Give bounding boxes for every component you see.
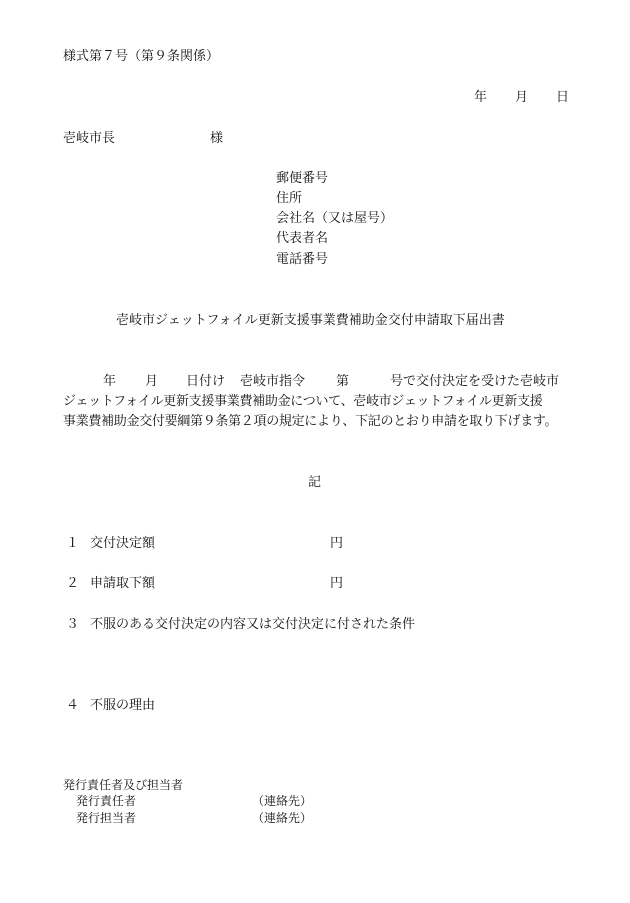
date-day: 日: [556, 90, 570, 105]
company-name-label: 会社名（又は屋号）: [276, 211, 394, 226]
phone-label: 電話番号: [276, 252, 329, 267]
item-number: ３: [66, 617, 80, 632]
item-unit: 円: [330, 536, 344, 551]
address-label: 住所: [276, 191, 303, 206]
item-label: 申請取下額: [90, 576, 156, 591]
body-day: 日付け: [186, 374, 226, 389]
body-month: 月: [145, 374, 159, 389]
date-year: 年: [474, 90, 488, 105]
body-dai: 第: [336, 374, 350, 389]
footer-heading: 発行責任者及び担当者: [63, 778, 184, 792]
footer-row-label: 発行担当者: [76, 811, 137, 825]
document-title: 壱岐市ジェットフォイル更新支援事業費補助金交付申請取下届出書: [116, 313, 505, 328]
item-label: 不服のある交付決定の内容又は交付決定に付された条件: [90, 617, 416, 632]
item-label: 交付決定額: [90, 536, 156, 551]
body-line2: ジェットフォイル更新支援事業費補助金について、壱岐市ジェットフォイル更新支援: [63, 394, 543, 409]
item-number: ４: [66, 698, 80, 713]
representative-label: 代表者名: [276, 231, 329, 246]
body-line3: 事業費補助金交付要綱第９条第２項の規定により、下記のとおり申請を取り下げます。: [63, 414, 558, 429]
item-label: 不服の理由: [90, 698, 156, 713]
ki-heading: 記: [308, 475, 322, 490]
form-label: 様式第７号（第９条関係）: [63, 49, 220, 64]
footer-row-label: 発行責任者: [76, 794, 137, 808]
date-month: 月: [515, 90, 529, 105]
body-line1-rest: 号で交付決定を受けた壱岐市: [390, 374, 560, 389]
postal-code-label: 郵便番号: [276, 171, 329, 186]
item-number: １: [66, 536, 80, 551]
footer-row-contact: （連絡先）: [252, 794, 313, 808]
item-unit: 円: [330, 576, 344, 591]
body-year: 年: [103, 374, 117, 389]
item-number: ２: [66, 576, 80, 591]
body-office: 壱岐市指令: [240, 374, 306, 389]
footer-row-contact: （連絡先）: [252, 811, 313, 825]
addressee-honorific: 様: [210, 131, 224, 146]
addressee-name: 壱岐市長: [63, 131, 116, 146]
